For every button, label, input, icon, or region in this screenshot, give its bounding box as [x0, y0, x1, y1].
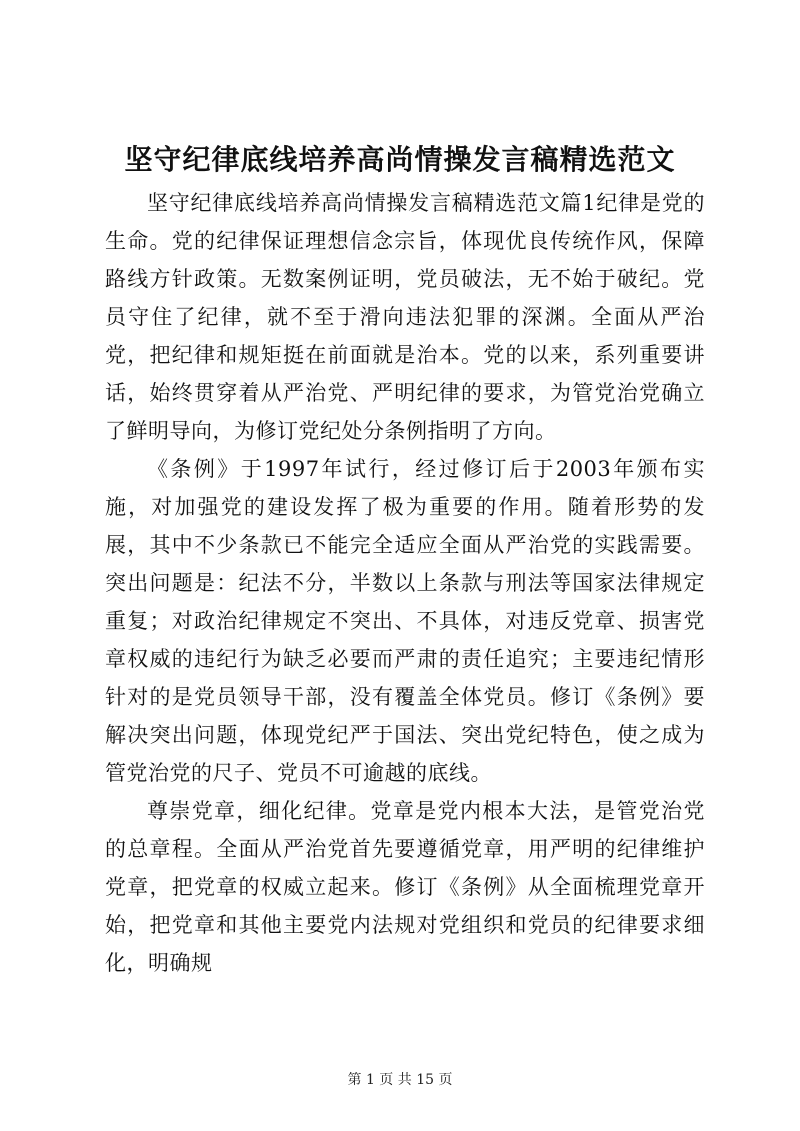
- document-title: 坚守纪律底线培养高尚情操发言稿精选范文: [124, 143, 676, 176]
- document-body: [105, 184, 705, 982]
- page-footer: 第 1 页 共 15 页: [347, 1072, 453, 1088]
- paragraph-2: 《条例》于1997年试行，经过修订后于2003年颁布实施，对加强党的建设发挥了极为重要的作用。随着形势的发展，其中不少条款已不能完全适应全面从严治党的实践需要。突出问题是：纪法不分，半数以上条款与刑法等国家法律规定重复；对政治纪律规定不突出、不具体，对违反党章、损害党章权威的违纪行为缺乏必要而严肃的责任追究；主要违纪情形针对的是党员领导干部，没有覆盖全体党员。修订《条例》要解决突出问题，体现党纪严于国法、突出党纪特色，使之成为管党治党的尺子、党员不可逾越的底线。: [105, 457, 705, 785]
- paragraph-3: 尊崇党章，细化纪律。党章是党内根本大法，是管党治党的总章程。全面从严治党首先要遵循党章，用严明的纪律维护党章，把党章的权威立起来。修订《条例》从全面梳理党章开始，把党章和其他主要党内法规对党组织和党员的纪律要求细化，明确规: [105, 799, 705, 975]
- paragraph-1: 坚守纪律底线培养高尚情操发言稿精选范文篇1纪律是党的生命。党的纪律保证理想信念宗旨，体现优良传统作风，保障路线方针政策。无数案例证明，党员破法，无不始于破纪。党员守住了纪律，就不至于滑向违法犯罪的深渊。全面从严治党，把纪律和规矩挺在前面就是治本。党的以来，系列重要讲话，始终贯穿着从严治党、严明纪律的要求，为管党治党确立了鲜明导向，为修订党纪处分条例指明了方向。: [105, 191, 705, 443]
